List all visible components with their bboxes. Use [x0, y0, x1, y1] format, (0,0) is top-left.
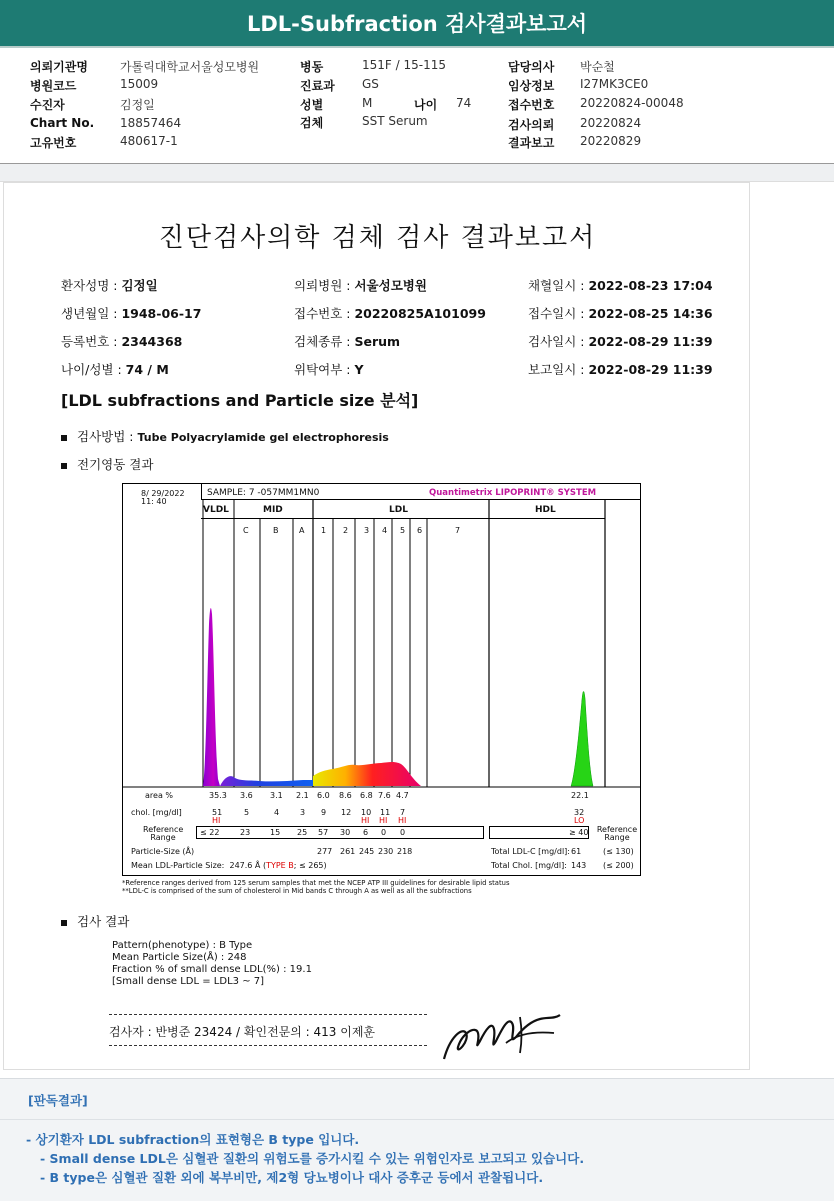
- header-receipt-time: 접수일시 : 2022-08-25 14:36: [528, 306, 713, 321]
- band-label-2: 2: [343, 526, 349, 535]
- info-value-doctor: 박순철: [580, 60, 615, 74]
- ref-ldl1: 57: [318, 828, 329, 837]
- info-value-sex: M: [362, 96, 373, 110]
- ref-hdl: ≥ 40: [569, 828, 589, 837]
- type-b-label: TYPE B: [266, 861, 294, 870]
- info-value-clinical-info: I27MK3CE0: [580, 77, 649, 91]
- verdict-line-3: - B type은 심혈관 질환 외에 복부비만, 제2형 당뇨병이나 대사 증후군 등에서 관찰됩니다.: [40, 1170, 544, 1185]
- chol-c: 5: [244, 808, 250, 817]
- header-test-time: 검사일시 : 2022-08-29 11:39: [528, 334, 713, 349]
- patient-info-panel: [0, 50, 834, 164]
- info-value-patient: 김정일: [120, 98, 155, 112]
- info-value-test-request: 20220824: [580, 116, 642, 130]
- header-report-time: 보고일시 : 2022-08-29 11:39: [528, 362, 713, 377]
- total-ldl-ref: (≤ 130): [603, 847, 634, 856]
- flag-ldl4: HI: [379, 816, 388, 825]
- band-label-c: C: [243, 526, 249, 535]
- size-ldl1: 277: [317, 847, 333, 856]
- area-vldl: 35.3: [209, 791, 227, 800]
- chol-ldl1: 9: [321, 808, 327, 817]
- header-patient-name: 환자성명 : 김정일: [61, 278, 158, 293]
- area-hdl: 22.1: [571, 791, 589, 800]
- info-value-ward: 151F / 15-115: [362, 58, 446, 72]
- area-ldl1: 6.0: [317, 791, 330, 800]
- band-label-6: 6: [417, 526, 423, 535]
- footnote-reference: *Reference ranges derived from 125 serum samples that met the NCEP ATP III guidelines for desirable lipid status: [122, 879, 510, 887]
- header-receipt-no: 접수번호 : 20220825A101099: [294, 306, 486, 321]
- info-value-age: 74: [456, 96, 472, 110]
- header-collection-time: 채혈일시 : 2022-08-23 17:04: [528, 278, 713, 293]
- size-ldl3: 245: [359, 847, 375, 856]
- section-divider: [0, 164, 834, 182]
- ref-ldl4: 0: [381, 828, 387, 837]
- header-birth-date: 생년월일 : 1948-06-17: [61, 306, 202, 321]
- signoff-bottom-rule: [109, 1045, 427, 1046]
- info-label-clinical-info: 임상정보: [508, 79, 555, 93]
- chart-footnotes: [122, 879, 510, 895]
- area-ldl3: 6.8: [360, 791, 373, 800]
- header-registration-no: 등록번호 : 2344368: [61, 334, 183, 349]
- section-title: [LDL subfractions and Particle size 분석]: [61, 391, 419, 410]
- total-chol-label: Total Chol. [mg/dl]:: [491, 861, 567, 870]
- bullet-icon: [61, 463, 67, 469]
- info-label-test-request: 검사의뢰: [508, 118, 555, 132]
- size-ldl4: 230: [378, 847, 394, 856]
- handwritten-signature: [436, 1007, 566, 1067]
- chart-date: 8/ 29/2022: [141, 489, 185, 498]
- area-ldl4: 7.6: [378, 791, 391, 800]
- chol-ldl4: 11: [380, 808, 391, 817]
- info-value-department: GS: [362, 77, 379, 91]
- verdict-line-2: - Small dense LDL은 심혈관 질환의 위험도를 증가시킬 수 있는 위험인자로 보고되고 있습니다.: [40, 1151, 585, 1166]
- hdl-peak: [571, 691, 593, 786]
- method-line: 검사방법 : Tube Polyacrylamide gel electrophoresis: [61, 427, 389, 445]
- info-label-age: 나이: [414, 98, 438, 112]
- info-value-receipt-no: 20220824-00048: [580, 96, 684, 110]
- result-small-dense-fraction: Fraction % of small dense LDL(%) : 19.1: [112, 964, 312, 975]
- verdict-line-1: - 상기환자 LDL subfraction의 표현형은 B type 입니다.: [26, 1132, 360, 1147]
- chart-time: 11: 40: [141, 497, 167, 506]
- info-value-chart-no: 18857464: [120, 116, 182, 130]
- info-label-chart-no: Chart No.: [30, 116, 95, 130]
- verdict-title: [판독결과]: [28, 1093, 88, 1108]
- info-label-unique-id: 고유번호: [30, 136, 77, 150]
- footnote-ldl-c: **LDL-C is comprised of the sum of cholesterol in Mid bands C through A as well as all the subfractions: [122, 887, 472, 895]
- ref-ldl3: 6: [363, 828, 369, 837]
- group-label-mid: MID: [263, 505, 283, 515]
- info-label-sex: 성별: [300, 98, 324, 112]
- size-ldl5: 218: [397, 847, 413, 856]
- ref-c: 23: [240, 828, 251, 837]
- area-c: 3.6: [240, 791, 253, 800]
- chol-a: 3: [300, 808, 306, 817]
- row-label-particle-size: Particle-Size (Å): [131, 847, 195, 856]
- row-label-area: area %: [145, 791, 173, 800]
- document-title: 진단검사의학 검체 검사 결과보고서: [158, 223, 597, 253]
- total-ldl-value: 61: [571, 847, 582, 856]
- result-mean-size: Mean Particle Size(Å) : 248: [112, 952, 247, 963]
- info-value-specimen: SST Serum: [362, 114, 428, 128]
- chart-brand-logo: Quantimetrix LIPOPRINT® SYSTEM: [429, 488, 597, 498]
- info-label-patient: 수진자: [30, 98, 65, 112]
- info-label-department: 진료과: [300, 79, 335, 93]
- page-title: LDL-Subfraction 검사결과보고서: [246, 12, 588, 36]
- info-label-receipt-no: 접수번호: [508, 98, 555, 112]
- info-value-institution: 가톨릭대학교서울성모병원: [120, 60, 260, 74]
- header-age-sex: 나이/성별 : 74 / M: [61, 362, 169, 377]
- mean-size-line: Mean LDL-Particle Size: 247.6 Å (TYPE B; ≤ 265): [131, 861, 327, 870]
- area-a: 2.1: [296, 791, 309, 800]
- band-label-4: 4: [382, 526, 388, 535]
- band-label-7: 7: [455, 526, 461, 535]
- total-ldl-label: Total LDL-C [mg/dl]:: [491, 847, 570, 856]
- header-hospital: 의뢰병원 : 서울성모병원: [294, 278, 427, 293]
- band-label-5: 5: [400, 526, 406, 535]
- ref-label-right: Reference Range: [596, 825, 638, 842]
- info-label-ward: 병동: [300, 60, 324, 74]
- ref-ldl2: 30: [340, 828, 351, 837]
- flag-ldl5: HI: [398, 816, 407, 825]
- verdict-panel: [0, 1078, 834, 1201]
- info-label-result-report: 결과보고: [508, 136, 555, 150]
- info-value-hospital-code: 15009: [120, 77, 159, 91]
- chol-ldl5: 7: [400, 808, 406, 817]
- group-label-vldl: VLDL: [203, 505, 229, 515]
- info-label-hospital-code: 병원코드: [30, 79, 77, 93]
- ref-a: 25: [297, 828, 308, 837]
- area-ldl2: 8.6: [339, 791, 352, 800]
- row-label-chol: chol. [mg/dl]: [131, 808, 182, 817]
- header-consignment: 위탁여부 : Y: [294, 362, 364, 377]
- chol-vldl: 51: [212, 808, 223, 817]
- band-label-b: B: [273, 526, 279, 535]
- header-specimen-type: 검체종류 : Serum: [294, 334, 401, 349]
- result-lines: [112, 940, 312, 988]
- band-label-a: A: [299, 526, 305, 535]
- info-value-result-report: 20220829: [580, 134, 642, 148]
- area-b: 3.1: [270, 791, 283, 800]
- result-small-dense-definition: [Small dense LDL = LDL3 ~ 7]: [112, 976, 265, 987]
- group-label-ldl: LDL: [389, 505, 408, 515]
- total-chol-ref: (≤ 200): [603, 861, 634, 870]
- flag-hdl: LO: [574, 816, 585, 825]
- bullet-icon: [61, 920, 67, 926]
- report-title-bar: [0, 0, 834, 48]
- ref-ldl5: 0: [400, 828, 406, 837]
- info-value-unique-id: 480617-1: [120, 134, 178, 148]
- info-label-specimen: 검체: [300, 116, 324, 130]
- bullet-icon: [61, 435, 67, 441]
- row-label-reference: Reference Range: [143, 825, 184, 842]
- report-document: [3, 182, 750, 1070]
- ref-vldl: ≤ 22: [200, 828, 220, 837]
- size-ldl2: 261: [340, 847, 356, 856]
- area-ldl5: 4.7: [396, 791, 409, 800]
- chol-ldl3: 10: [361, 808, 372, 817]
- signoff-line: 검사자 : 반병준 23424 / 확인전문의 : 413 이제훈: [109, 1025, 376, 1039]
- chol-b: 4: [274, 808, 280, 817]
- band-label-3: 3: [364, 526, 370, 535]
- result-heading: 검사 결과: [61, 912, 129, 930]
- mid-region-area: [220, 776, 313, 786]
- signoff-top-rule: [109, 1014, 427, 1015]
- info-label-doctor: 담당의사: [508, 60, 555, 74]
- ref-b: 15: [270, 828, 281, 837]
- verdict-divider: [0, 1119, 834, 1120]
- flag-ldl3: HI: [361, 816, 370, 825]
- chart-sample: SAMPLE: 7 -057MM1MN0: [207, 488, 320, 498]
- info-label-institution: 의뢰기관명: [30, 60, 88, 74]
- total-chol-value: 143: [571, 861, 587, 870]
- electrophoresis-chart: [122, 483, 641, 876]
- chol-hdl: 32: [574, 808, 585, 817]
- ldl-region-area: [313, 762, 421, 786]
- flag-vldl: HI: [212, 816, 221, 825]
- electrophoresis-heading: 전기영동 결과: [61, 455, 153, 473]
- band-label-1: 1: [321, 526, 327, 535]
- chol-ldl2: 12: [341, 808, 352, 817]
- group-label-hdl: HDL: [535, 505, 556, 515]
- vldl-peak: [203, 608, 220, 786]
- result-pattern: Pattern(phenotype) : B Type: [112, 940, 253, 951]
